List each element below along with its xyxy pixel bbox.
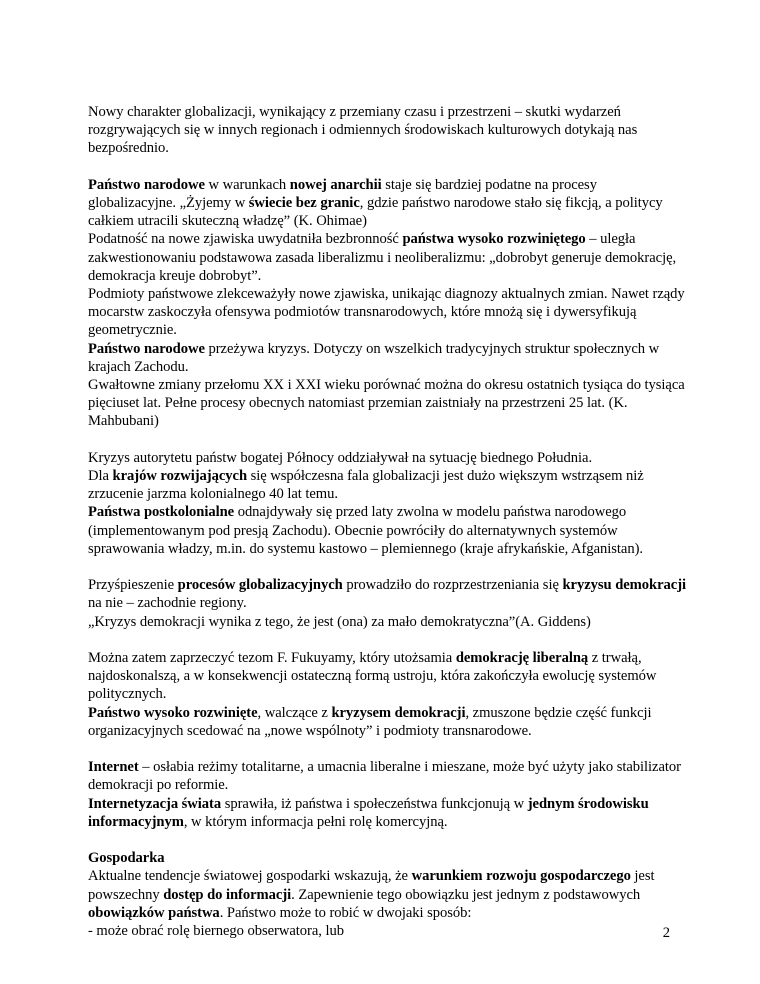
- para-nation-state-anarchy: [88, 176, 688, 231]
- para-economy: [88, 867, 688, 922]
- bold-term: kryzysu demokracji: [562, 577, 687, 594]
- text-run: , zmuszone będzie część funkcji organizacyjnych scedować na „nowe wspólnoty” i podmioty transnarodowe.: [88, 704, 652, 739]
- bold-term: obowiązków państwa: [88, 904, 220, 921]
- bold-term: jednym środowisku informacyjnym: [88, 795, 649, 830]
- text-run: „Kryzys demokracji wynika z tego, że jest (ona) za mało demokratyczna”(A. Giddens): [88, 613, 591, 630]
- bold-term: świecie bez granic: [248, 195, 360, 211]
- para-internetization: [88, 795, 688, 831]
- text-run: Nowy charakter globalizacji, wynikający z przemiany czasu i przestrzeni – skutki wydarzeń rozgrywających się w innych regionach i odmiennych środowiskach kulturowych dotykają nas bezpośrednio.: [88, 104, 638, 157]
- text-run: Podatność na nowe zjawiska uwydatniła bezbronność: [88, 231, 403, 248]
- body-text: [88, 103, 688, 940]
- bold-term: dostęp do informacji: [163, 886, 292, 903]
- text-run: - może obrać rolę biernego obserwatora, lub: [88, 923, 344, 940]
- bold-term: Internet: [88, 759, 139, 776]
- bold-term: kryzysem demokracji: [331, 704, 466, 721]
- bold-term: krajów rozwijających: [112, 468, 248, 485]
- text-run: – uległa zakwestionowaniu podstawowa zasada liberalizmu i neoliberalizmu: „dobrobyt generuje demokrację, demokracja kreuje dobrobyt”.: [88, 231, 677, 284]
- para-developing-countries: [88, 467, 688, 503]
- para-state-actors: [88, 285, 688, 340]
- bold-term: Państwo wysoko rozwinięte: [88, 704, 258, 721]
- text-run: Przyśpieszenie: [88, 577, 178, 594]
- bold-term: państwa wysoko rozwiniętego: [402, 231, 586, 248]
- para-developed-states: [88, 704, 688, 740]
- bold-term: Państwo narodowe: [88, 340, 205, 357]
- heading-economy: [88, 849, 688, 867]
- text-run: Gwałtowne zmiany przełomu XX i XXI wieku porównać można do okresu ostatnich tysiąca do tysiąca pięciuset lat. Pełne procesy obecnych natomiast przemian zaistniały na przestrzeni 25 lat. (K. Mahbubani): [88, 377, 685, 430]
- text-run: . Zapewnienie tego obowiązku jest jednym z podstawowych: [291, 886, 641, 903]
- text-run: odnajdywały się przed laty zwolna w modelu państwa narodowego (implementowanym pod presją Zachodu). Obecnie powróciły do alternatywnych systemów sprawowania władzy, m.in. do systemu kastowo – plemiennego (kraje afrykańskie, Afganistan).: [88, 504, 644, 557]
- para-list-item-observer: [88, 922, 688, 940]
- text-run: sprawiła, iż państwa i społeczeństwa funkcjonują w: [221, 795, 528, 812]
- para-democracy-crisis: [88, 576, 688, 612]
- para-nation-state-crisis: [88, 340, 688, 376]
- text-run: Można zatem zaprzeczyć tezom F. Fukuyamy, który utożsamia: [88, 650, 456, 667]
- para-globalization-intro: [88, 103, 688, 158]
- text-run: staje się bardziej podatne na procesy globalizacyjne. „Żyjemy w: [88, 176, 597, 211]
- text-run: jest powszechny: [88, 868, 655, 903]
- text-run: . Państwo może to robić w dwojaki sposób:: [219, 904, 472, 921]
- para-postcolonial: [88, 503, 688, 558]
- bold-term: demokrację liberalną: [455, 650, 589, 667]
- text-run: z trwałą, najdoskonalszą, a w konsekwencji ostateczną formą ustroju, która zakończyła ewolucję systemów politycznych.: [88, 650, 657, 703]
- bold-term: Gospodarka: [88, 850, 165, 867]
- text-run: – osłabia reżimy totalitarne, a umacnia liberalne i mieszane, może być użyty jako stabilizator demokracji po reformie.: [88, 759, 681, 794]
- bold-term: Państwo narodowe: [88, 176, 205, 193]
- text-run: Podmioty państwowe zlekceważyły nowe zjawiska, unikając diagnozy aktualnych zmian. Nawet rządy mocarstw zaskoczyła ofensywa podmiotów transnarodowych, które mnożą się i dywersyfikują geometrycznie.: [88, 286, 685, 339]
- text-run: na nie – zachodnie regiony.: [88, 595, 247, 612]
- para-vulnerability: [88, 230, 688, 285]
- text-run: się współczesna fala globalizacji jest dużo większym wstrząsem niż zrzucenie jarzma kolonialnego 40 lat temu.: [88, 468, 644, 503]
- text-run: prowadziło do rozprzestrzeniania się: [342, 577, 563, 594]
- text-run: , walczące z: [257, 704, 332, 721]
- text-run: Dla: [88, 468, 113, 485]
- para-fukuyama: [88, 649, 688, 704]
- bold-term: procesów globalizacyjnych: [177, 577, 343, 594]
- bold-term: nowej anarchii: [289, 176, 382, 193]
- page-number: 2: [662, 925, 670, 941]
- text-run: Kryzys autorytetu państw bogatej Północy oddziaływał na sytuację biednego Południa.: [88, 449, 593, 466]
- bold-term: warunkiem rozwoju gospodarczego: [411, 868, 631, 885]
- text-run: , w którym informacja pełni rolę komercyjną.: [183, 813, 448, 830]
- bold-term: Internetyzacja świata: [88, 795, 222, 812]
- text-run: w warunkach: [204, 176, 290, 193]
- para-internet: [88, 758, 688, 794]
- para-north-south: [88, 449, 688, 467]
- text-run: Aktualne tendencje światowej gospodarki wskazują, że: [88, 868, 412, 885]
- text-run: przeżywa kryzys. Dotyczy on wszelkich tradycyjnych struktur społecznych w krajach Zachodu.: [88, 340, 660, 375]
- bold-term: Państwa postkolonialne: [88, 504, 235, 521]
- para-turn-of-century: [88, 376, 688, 431]
- text-run: , gdzie państwo narodowe stało się fikcją, a politycy całkiem utracili skuteczną władzę” (K. Ohimae): [88, 195, 663, 230]
- para-giddens-quote: [88, 613, 688, 631]
